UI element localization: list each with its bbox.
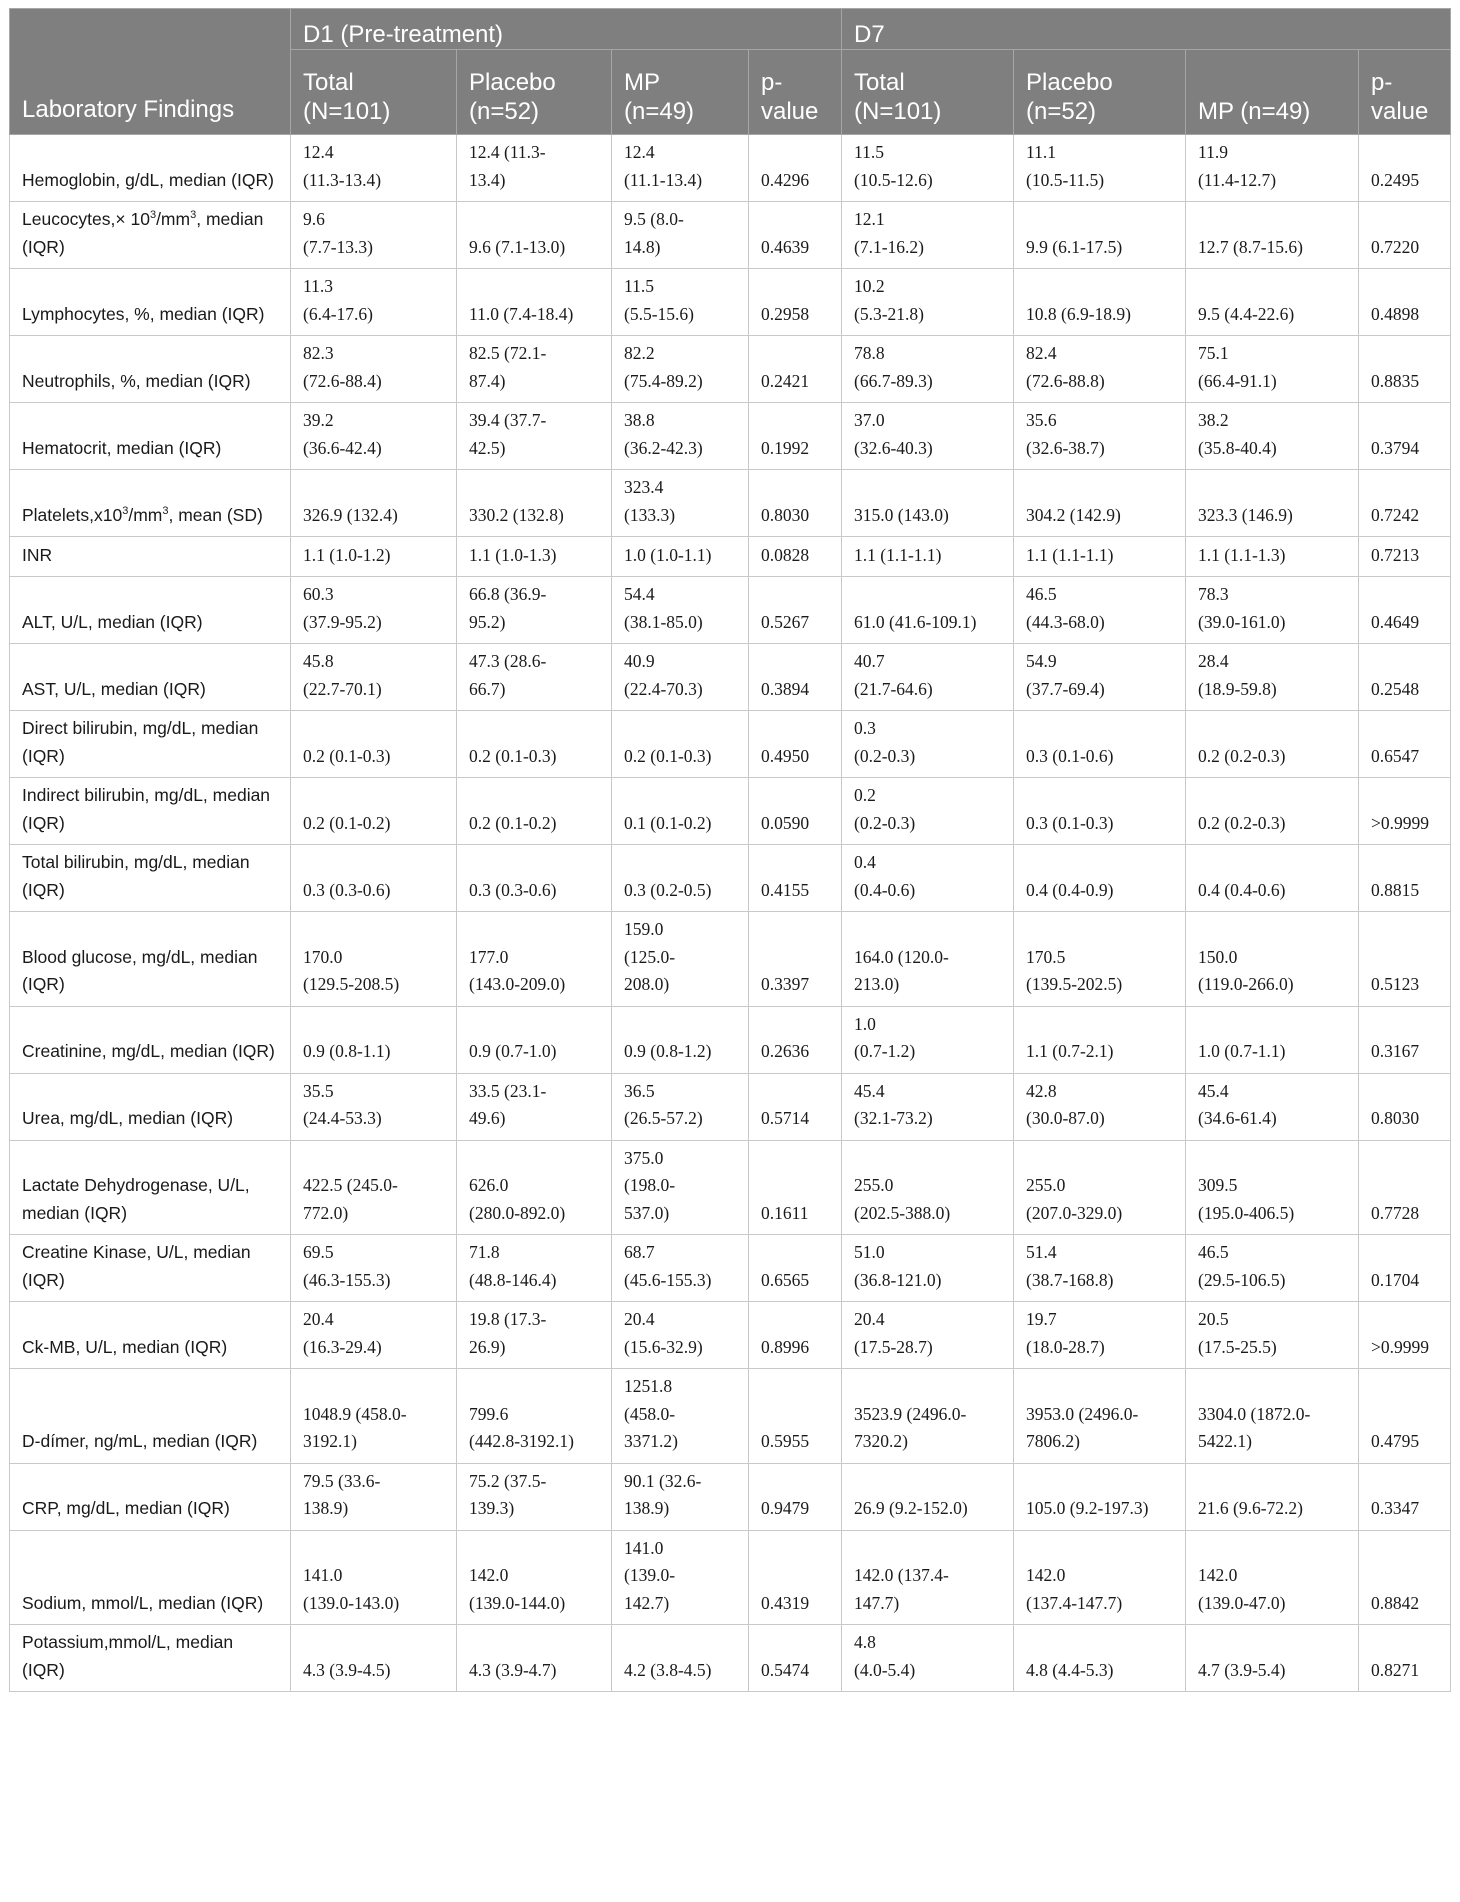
table-row	[10, 537, 1451, 577]
table-cell: 75.1 (66.4-91.1)	[1186, 336, 1359, 403]
table-cell: 0.3794	[1359, 403, 1451, 470]
row-label: Sodium, mmol/L, median (IQR)	[10, 1530, 291, 1625]
table-cell: 45.8 (22.7-70.1)	[291, 644, 457, 711]
row-label	[10, 470, 291, 537]
table-cell: 105.0 (9.2-197.3)	[1014, 1463, 1186, 1530]
table-cell: 11.5 (10.5-12.6)	[842, 135, 1014, 202]
table-cell: 51.4 (38.7-168.8)	[1014, 1235, 1186, 1302]
d1-placebo-header: Placebo (n=52)	[457, 50, 612, 135]
label-text: Platelets,x10	[22, 504, 123, 525]
table-cell: 170.5 (139.5-202.5)	[1014, 912, 1186, 1007]
table-cell: 0.4795	[1359, 1369, 1451, 1464]
table-cell: 315.0 (143.0)	[842, 470, 1014, 537]
row-label	[10, 202, 291, 269]
table-cell: 326.9 (132.4)	[291, 470, 457, 537]
table-cell: 0.4155	[749, 845, 842, 912]
table-cell: 21.6 (9.6-72.2)	[1186, 1463, 1359, 1530]
table-cell: 0.2 (0.1-0.2)	[457, 778, 612, 845]
table-cell: 20.5 (17.5-25.5)	[1186, 1302, 1359, 1369]
table-cell: 0.8815	[1359, 845, 1451, 912]
table-cell: 1.1 (1.1-1.3)	[1186, 537, 1359, 577]
row-label: Total bilirubin, mg/dL, median (IQR)	[10, 845, 291, 912]
table-cell: 4.3 (3.9-4.5)	[291, 1625, 457, 1692]
header-row-groups	[10, 9, 1451, 50]
table-cell: 0.2495	[1359, 135, 1451, 202]
table-cell: 11.5 (5.5-15.6)	[612, 269, 749, 336]
table-cell: 141.0 (139.0- 142.7)	[612, 1530, 749, 1625]
table-cell: 0.4296	[749, 135, 842, 202]
table-cell: 36.5 (26.5-57.2)	[612, 1073, 749, 1140]
row-label: Ck-MB, U/L, median (IQR)	[10, 1302, 291, 1369]
table-cell: 75.2 (37.5- 139.3)	[457, 1463, 612, 1530]
table-cell: 142.0 (139.0-144.0)	[457, 1530, 612, 1625]
table-row	[10, 711, 1451, 778]
table-cell: 0.3 (0.2-0.3)	[842, 711, 1014, 778]
table-cell: 0.9 (0.7-1.0)	[457, 1006, 612, 1073]
label-superscript: 3	[122, 504, 129, 517]
table-cell: 0.1611	[749, 1140, 842, 1235]
table-cell: 0.7728	[1359, 1140, 1451, 1235]
table-cell: 0.0590	[749, 778, 842, 845]
table-cell: 304.2 (142.9)	[1014, 470, 1186, 537]
label-text: Leucocytes,× 10	[22, 209, 150, 229]
table-cell: 12.4 (11.3- 13.4)	[457, 135, 612, 202]
row-label: AST, U/L, median (IQR)	[10, 644, 291, 711]
label-text: /mm	[128, 504, 163, 525]
d1-pvalue-header: p- value	[749, 50, 842, 135]
table-cell: 1048.9 (458.0- 3192.1)	[291, 1369, 457, 1464]
table-row	[10, 1235, 1451, 1302]
table-cell: 69.5 (46.3-155.3)	[291, 1235, 457, 1302]
table-cell: 330.2 (132.8)	[457, 470, 612, 537]
row-label: D-dímer, ng/mL, median (IQR)	[10, 1369, 291, 1464]
table-cell: 0.4 (0.4-0.9)	[1014, 845, 1186, 912]
table-cell: 0.3 (0.2-0.5)	[612, 845, 749, 912]
table-cell: 9.6 (7.7-13.3)	[291, 202, 457, 269]
table-cell: 9.5 (4.4-22.6)	[1186, 269, 1359, 336]
table-cell: 19.8 (17.3- 26.9)	[457, 1302, 612, 1369]
row-label: INR	[10, 537, 291, 577]
table-cell: 78.8 (66.7-89.3)	[842, 336, 1014, 403]
table-cell: 0.2 (0.1-0.2)	[291, 778, 457, 845]
table-cell: 141.0 (139.0-143.0)	[291, 1530, 457, 1625]
table-cell: 255.0 (207.0-329.0)	[1014, 1140, 1186, 1235]
table-cell: 4.7 (3.9-5.4)	[1186, 1625, 1359, 1692]
table-row	[10, 1463, 1451, 1530]
table-cell: 142.0 (139.0-47.0)	[1186, 1530, 1359, 1625]
table-cell: 82.3 (72.6-88.4)	[291, 336, 457, 403]
table-row	[10, 577, 1451, 644]
table-cell: 150.0 (119.0-266.0)	[1186, 912, 1359, 1007]
table-cell: 0.6565	[749, 1235, 842, 1302]
row-label: Neutrophils, %, median (IQR)	[10, 336, 291, 403]
table-cell: 35.6 (32.6-38.7)	[1014, 403, 1186, 470]
table-cell: 12.4 (11.3-13.4)	[291, 135, 457, 202]
table-row	[10, 1530, 1451, 1625]
table-cell: 309.5 (195.0-406.5)	[1186, 1140, 1359, 1235]
table-cell: 0.9479	[749, 1463, 842, 1530]
table-cell: 0.5123	[1359, 912, 1451, 1007]
table-cell: 422.5 (245.0- 772.0)	[291, 1140, 457, 1235]
table-cell: 0.4319	[749, 1530, 842, 1625]
table-cell: 0.4 (0.4-0.6)	[842, 845, 1014, 912]
table-cell: 12.4 (11.1-13.4)	[612, 135, 749, 202]
table-row	[10, 269, 1451, 336]
table-row	[10, 202, 1451, 269]
table-cell: 54.4 (38.1-85.0)	[612, 577, 749, 644]
table-cell: 45.4 (34.6-61.4)	[1186, 1073, 1359, 1140]
table-cell: 10.2 (5.3-21.8)	[842, 269, 1014, 336]
table-cell: 0.5955	[749, 1369, 842, 1464]
table-cell: 0.3167	[1359, 1006, 1451, 1073]
table-cell: 0.1 (0.1-0.2)	[612, 778, 749, 845]
table-cell: 1.1 (1.0-1.2)	[291, 537, 457, 577]
table-cell: 0.2 (0.1-0.3)	[291, 711, 457, 778]
table-cell: 0.7213	[1359, 537, 1451, 577]
table-row	[10, 1073, 1451, 1140]
table-cell: 28.4 (18.9-59.8)	[1186, 644, 1359, 711]
table-cell: 9.9 (6.1-17.5)	[1014, 202, 1186, 269]
row-label: Indirect bilirubin, mg/dL, median (IQR)	[10, 778, 291, 845]
row-label: Creatine Kinase, U/L, median (IQR)	[10, 1235, 291, 1302]
row-label: Lactate Dehydrogenase, U/L, median (IQR)	[10, 1140, 291, 1235]
table-cell: 177.0 (143.0-209.0)	[457, 912, 612, 1007]
table-cell: 164.0 (120.0- 213.0)	[842, 912, 1014, 1007]
table-cell: 0.9 (0.8-1.2)	[612, 1006, 749, 1073]
table-cell: 255.0 (202.5-388.0)	[842, 1140, 1014, 1235]
d1-total-header: Total (N=101)	[291, 50, 457, 135]
d7-total-header: Total (N=101)	[842, 50, 1014, 135]
label-superscript: 3	[190, 209, 197, 222]
table-cell: 42.8 (30.0-87.0)	[1014, 1073, 1186, 1140]
table-cell: 4.8 (4.4-5.3)	[1014, 1625, 1186, 1692]
row-label: Direct bilirubin, mg/dL, median (IQR)	[10, 711, 291, 778]
label-superscript: 3	[149, 209, 157, 222]
table-cell: 0.8030	[749, 470, 842, 537]
table-row	[10, 778, 1451, 845]
table-cell: 20.4 (16.3-29.4)	[291, 1302, 457, 1369]
table-cell: 1.1 (1.1-1.1)	[1014, 537, 1186, 577]
table-cell: 0.4950	[749, 711, 842, 778]
table-row	[10, 912, 1451, 1007]
table-cell: 68.7 (45.6-155.3)	[612, 1235, 749, 1302]
table-cell: 12.7 (8.7-15.6)	[1186, 202, 1359, 269]
table-cell: 0.8835	[1359, 336, 1451, 403]
table-cell: 3304.0 (1872.0- 5422.1)	[1186, 1369, 1359, 1464]
table-row	[10, 470, 1451, 537]
table-cell: 82.4 (72.6-88.8)	[1014, 336, 1186, 403]
table-cell: 90.1 (32.6- 138.9)	[612, 1463, 749, 1530]
table-row	[10, 1369, 1451, 1464]
table-row	[10, 336, 1451, 403]
row-label: Lymphocytes, %, median (IQR)	[10, 269, 291, 336]
table-cell: 0.3 (0.3-0.6)	[291, 845, 457, 912]
d1-mp-header: MP (n=49)	[612, 50, 749, 135]
table-cell: >0.9999	[1359, 1302, 1451, 1369]
laboratory-findings-header: Laboratory Findings	[10, 9, 291, 135]
table-cell: 0.2548	[1359, 644, 1451, 711]
table-cell: 799.6 (442.8-3192.1)	[457, 1369, 612, 1464]
table-cell: 71.8 (48.8-146.4)	[457, 1235, 612, 1302]
table-cell: 0.7220	[1359, 202, 1451, 269]
table-cell: 0.2421	[749, 336, 842, 403]
table-cell: 4.2 (3.8-4.5)	[612, 1625, 749, 1692]
table-row	[10, 644, 1451, 711]
table-cell: 0.0828	[749, 537, 842, 577]
table-cell: 9.5 (8.0- 14.8)	[612, 202, 749, 269]
table-cell: 0.7242	[1359, 470, 1451, 537]
table-cell: 20.4 (17.5-28.7)	[842, 1302, 1014, 1369]
table-cell: 40.7 (21.7-64.6)	[842, 644, 1014, 711]
label-superscript: 3	[162, 504, 169, 517]
d1-group-header: D1 (Pre-treatment)	[291, 9, 842, 50]
table-cell: 0.3 (0.1-0.3)	[1014, 778, 1186, 845]
table-cell: 0.3894	[749, 644, 842, 711]
table-cell: 0.2 (0.1-0.3)	[457, 711, 612, 778]
table-cell: 40.9 (22.4-70.3)	[612, 644, 749, 711]
table-cell: 1.1 (1.0-1.3)	[457, 537, 612, 577]
table-cell: 0.2 (0.2-0.3)	[1186, 711, 1359, 778]
table-cell: 0.8030	[1359, 1073, 1451, 1140]
row-label: Hematocrit, median (IQR)	[10, 403, 291, 470]
table-cell: 0.2636	[749, 1006, 842, 1073]
table-cell: 38.2 (35.8-40.4)	[1186, 403, 1359, 470]
table-cell: 46.5 (44.3-68.0)	[1014, 577, 1186, 644]
row-label: Blood glucose, mg/dL, median (IQR)	[10, 912, 291, 1007]
row-label: Urea, mg/dL, median (IQR)	[10, 1073, 291, 1140]
row-label: Hemoglobin, g/dL, median (IQR)	[10, 135, 291, 202]
table-cell: 35.5 (24.4-53.3)	[291, 1073, 457, 1140]
table-cell: 0.8271	[1359, 1625, 1451, 1692]
table-row	[10, 135, 1451, 202]
table-cell: 3523.9 (2496.0- 7320.2)	[842, 1369, 1014, 1464]
row-label: Creatinine, mg/dL, median (IQR)	[10, 1006, 291, 1073]
table-cell: 0.2 (0.2-0.3)	[1186, 778, 1359, 845]
table-cell: >0.9999	[1359, 778, 1451, 845]
table-cell: 375.0 (198.0- 537.0)	[612, 1140, 749, 1235]
d7-pvalue-header: p- value	[1359, 50, 1451, 135]
table-cell: 45.4 (32.1-73.2)	[842, 1073, 1014, 1140]
table-cell: 26.9 (9.2-152.0)	[842, 1463, 1014, 1530]
table-cell: 10.8 (6.9-18.9)	[1014, 269, 1186, 336]
table-cell: 37.0 (32.6-40.3)	[842, 403, 1014, 470]
row-label: ALT, U/L, median (IQR)	[10, 577, 291, 644]
table-cell: 0.1992	[749, 403, 842, 470]
table-cell: 11.1 (10.5-11.5)	[1014, 135, 1186, 202]
laboratory-findings-table	[9, 8, 1451, 1692]
d7-group-header: D7	[842, 9, 1451, 50]
table-cell: 142.0 (137.4-147.7)	[1014, 1530, 1186, 1625]
table-cell: 159.0 (125.0- 208.0)	[612, 912, 749, 1007]
table-cell: 0.4 (0.4-0.6)	[1186, 845, 1359, 912]
table-cell: 0.9 (0.8-1.1)	[291, 1006, 457, 1073]
label-text: , mean (SD)	[168, 504, 263, 525]
table-cell: 0.6547	[1359, 711, 1451, 778]
table-cell: 1.1 (0.7-2.1)	[1014, 1006, 1186, 1073]
table-cell: 39.2 (36.6-42.4)	[291, 403, 457, 470]
table-cell: 46.5 (29.5-106.5)	[1186, 1235, 1359, 1302]
d7-mp-header: MP (n=49)	[1186, 50, 1359, 135]
table-cell: 0.4639	[749, 202, 842, 269]
table-cell: 60.3 (37.9-95.2)	[291, 577, 457, 644]
table-cell: 79.5 (33.6- 138.9)	[291, 1463, 457, 1530]
table-cell: 4.8 (4.0-5.4)	[842, 1625, 1014, 1692]
table-cell: 54.9 (37.7-69.4)	[1014, 644, 1186, 711]
table-cell: 11.0 (7.4-18.4)	[457, 269, 612, 336]
table-cell: 1.1 (1.1-1.1)	[842, 537, 1014, 577]
table-cell: 0.4649	[1359, 577, 1451, 644]
table-cell: 33.5 (23.1- 49.6)	[457, 1073, 612, 1140]
table-cell: 61.0 (41.6-109.1)	[842, 577, 1014, 644]
table-cell: 0.3347	[1359, 1463, 1451, 1530]
table-cell: 170.0 (129.5-208.5)	[291, 912, 457, 1007]
table-cell: 0.3 (0.3-0.6)	[457, 845, 612, 912]
table-body	[10, 135, 1451, 1692]
table-cell: 1.0 (0.7-1.1)	[1186, 1006, 1359, 1073]
table-cell: 1251.8 (458.0- 3371.2)	[612, 1369, 749, 1464]
table-cell: 19.7 (18.0-28.7)	[1014, 1302, 1186, 1369]
table-cell: 0.3397	[749, 912, 842, 1007]
table-cell: 51.0 (36.8-121.0)	[842, 1235, 1014, 1302]
table-cell: 82.5 (72.1- 87.4)	[457, 336, 612, 403]
table-row	[10, 1625, 1451, 1692]
table-cell: 0.3 (0.1-0.6)	[1014, 711, 1186, 778]
table-cell: 0.8842	[1359, 1530, 1451, 1625]
table-cell: 11.9 (11.4-12.7)	[1186, 135, 1359, 202]
table-cell: 0.5714	[749, 1073, 842, 1140]
table-cell: 9.6 (7.1-13.0)	[457, 202, 612, 269]
table-cell: 0.1704	[1359, 1235, 1451, 1302]
table-cell: 39.4 (37.7- 42.5)	[457, 403, 612, 470]
table-cell: 0.5474	[749, 1625, 842, 1692]
row-label: Potassium,mmol/L, median (IQR)	[10, 1625, 291, 1692]
table-cell: 11.3 (6.4-17.6)	[291, 269, 457, 336]
table-cell: 4.3 (3.9-4.7)	[457, 1625, 612, 1692]
table-row	[10, 1302, 1451, 1369]
table-cell: 0.2 (0.2-0.3)	[842, 778, 1014, 845]
table-cell: 323.3 (146.9)	[1186, 470, 1359, 537]
table-cell: 1.0 (1.0-1.1)	[612, 537, 749, 577]
table-cell: 82.2 (75.4-89.2)	[612, 336, 749, 403]
label-text: /mm	[156, 209, 191, 229]
row-label: CRP, mg/dL, median (IQR)	[10, 1463, 291, 1530]
table-row	[10, 403, 1451, 470]
table-cell: 1.0 (0.7-1.2)	[842, 1006, 1014, 1073]
label-text: , median (IQR)	[22, 209, 264, 257]
table-cell: 47.3 (28.6- 66.7)	[457, 644, 612, 711]
table-cell: 0.5267	[749, 577, 842, 644]
table-row	[10, 845, 1451, 912]
table-cell: 323.4 (133.3)	[612, 470, 749, 537]
table-cell: 0.2958	[749, 269, 842, 336]
table-cell: 20.4 (15.6-32.9)	[612, 1302, 749, 1369]
table-cell: 0.8996	[749, 1302, 842, 1369]
table-cell: 0.4898	[1359, 269, 1451, 336]
table-cell: 3953.0 (2496.0- 7806.2)	[1014, 1369, 1186, 1464]
table-row	[10, 1006, 1451, 1073]
d7-placebo-header: Placebo (n=52)	[1014, 50, 1186, 135]
table-cell: 0.2 (0.1-0.3)	[612, 711, 749, 778]
table-cell: 626.0 (280.0-892.0)	[457, 1140, 612, 1235]
table-cell: 12.1 (7.1-16.2)	[842, 202, 1014, 269]
table-cell: 78.3 (39.0-161.0)	[1186, 577, 1359, 644]
table-cell: 38.8 (36.2-42.3)	[612, 403, 749, 470]
table-row	[10, 1140, 1451, 1235]
table-cell: 66.8 (36.9- 95.2)	[457, 577, 612, 644]
table-cell: 142.0 (137.4- 147.7)	[842, 1530, 1014, 1625]
